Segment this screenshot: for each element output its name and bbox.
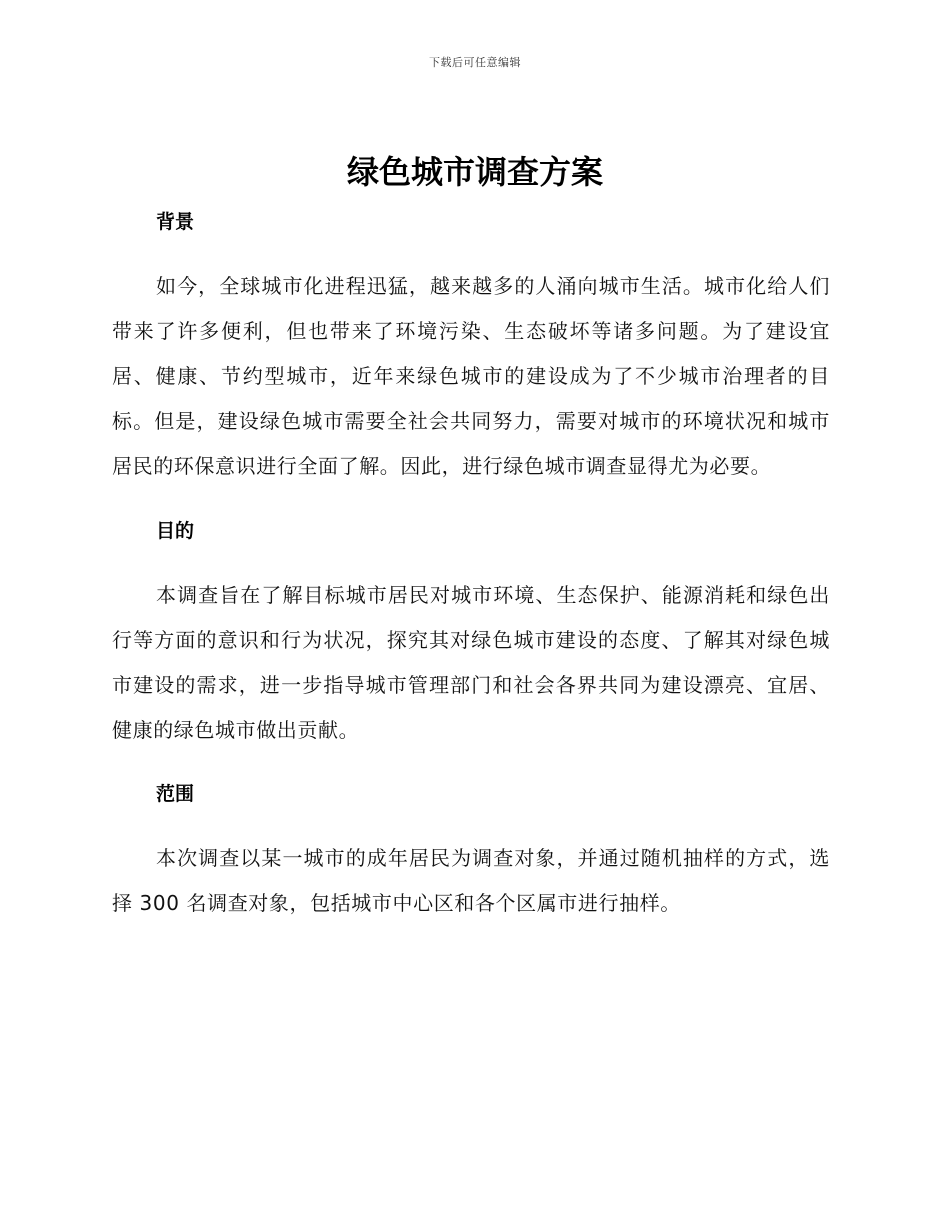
section-heading-scope: 范围 xyxy=(156,783,195,805)
section-heading-purpose: 目的 xyxy=(156,520,195,542)
section-paragraph-purpose: 本调查旨在了解目标城市居民对城市环境、生态保护、能源消耗和绿色出行等方面的意识和行为状况，探究其对绿色城市建设的态度、了解其对绿色城市建设的需求，进一步指导城市管理部门和社会各界共同为建设漂亮、宜居、健康的绿色城市做出贡献。 xyxy=(112,583,830,742)
document-title: 绿色城市调查方案 xyxy=(346,153,603,191)
document-body xyxy=(112,207,830,926)
header-note: 下载后可任意编辑 xyxy=(429,56,521,69)
section-paragraph-background: 如今，全球城市化进程迅猛，越来越多的人涌向城市生活。城市化给人们带来了许多便利，但也带来了环境污染、生态破坏等诸多问题。为了建设宜居、健康、节约型城市，近年来绿色城市的建设成为了不少城市治理者的目标。但是，建设绿色城市需要全社会共同努力，需要对城市的环境状况和城市居民的环保意识进行全面了解。因此，进行绿色城市调查显得尤为必要。 xyxy=(112,274,830,478)
section-paragraph-scope: 本次调查以某一城市的成年居民为调查对象，并通过随机抽样的方式，选择 300 名调查对象，包括城市中心区和各个区属市进行抽样。 xyxy=(112,846,830,915)
section-heading-background: 背景 xyxy=(156,211,195,233)
